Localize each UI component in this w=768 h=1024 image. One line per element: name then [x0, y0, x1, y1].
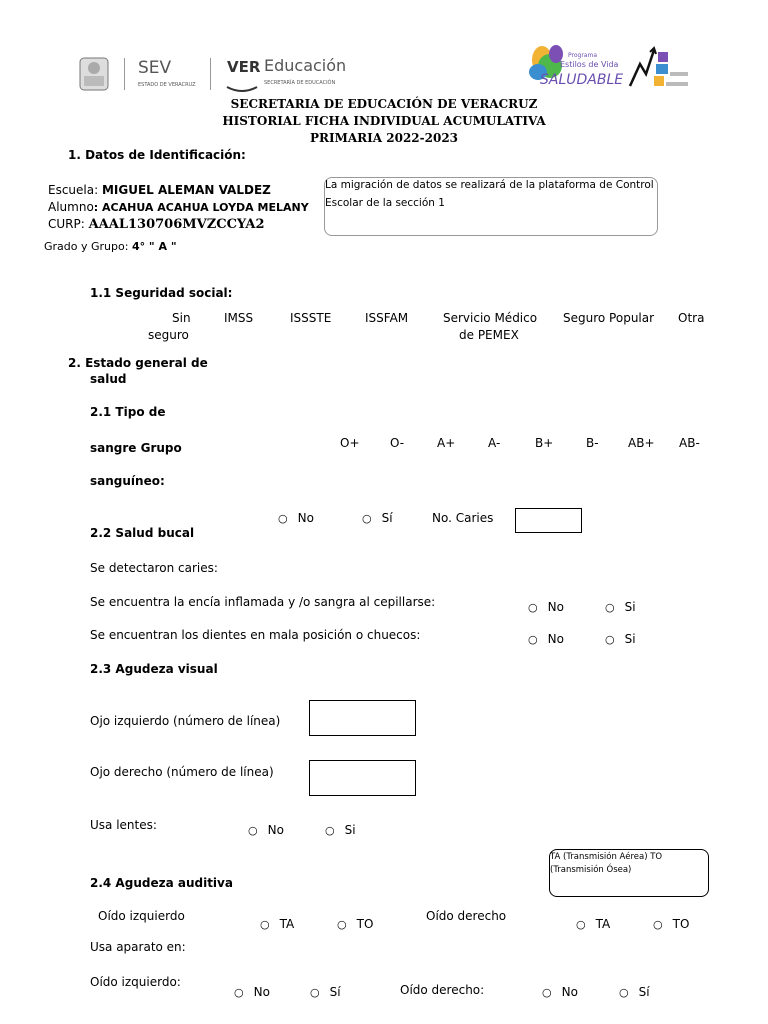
doc-title-1: SECRETARIA DE EDUCACIÓN DE VERACRUZ — [230, 97, 538, 111]
sev-logo-subtitle: ESTADO DE VERACRUZ — [138, 82, 196, 88]
sev-logo-text: SEV — [138, 58, 172, 78]
left-ear-aid-label: Oído izquierdo: — [90, 975, 181, 989]
blood-type-b-neg[interactable]: B- — [586, 436, 599, 450]
blood-type-o-pos[interactable]: O+ — [340, 436, 360, 450]
right-ear-aid-radio-no[interactable] — [542, 985, 578, 999]
radio-label: TO — [356, 917, 374, 931]
blood-type-a-neg[interactable]: A- — [488, 436, 501, 450]
radio-icon[interactable]: ○ — [278, 512, 288, 525]
gum-question: Se encuentra la encía inflamada y /o sangra al cepillarse: — [90, 595, 436, 609]
right-ear-radio-to[interactable] — [653, 917, 689, 931]
option-pemex-2[interactable]: de PEMEX — [459, 328, 519, 342]
lenses-label: Usa lentes: — [90, 818, 157, 832]
radio-label: TO — [672, 917, 690, 931]
caries-radio-si[interactable] — [362, 511, 393, 525]
radio-label: Sí — [638, 985, 650, 999]
visual-acuity-heading: 2.3 Agudeza visual — [90, 662, 218, 676]
escuela-value: MIGUEL ALEMAN VALDEZ — [101, 183, 271, 197]
blood-type-ab-pos[interactable]: AB+ — [628, 436, 655, 450]
ver-logo-text: VER — [227, 58, 261, 76]
right-ear-aid-label: Oído derecho: — [400, 983, 485, 997]
doc-title-2: HISTORIAL FICHA INDIVIDUAL ACUMULATIVA — [222, 114, 546, 128]
estilos-text: Estilos de Vida — [560, 60, 619, 69]
caries-count-label: No. Caries — [432, 511, 494, 525]
grado-value: 4° " A " — [131, 240, 177, 253]
curp-row — [48, 217, 265, 232]
escuela-row — [48, 183, 271, 197]
curp-value: AAAL130706MVZCCYA2 — [88, 217, 265, 232]
radio-icon[interactable]: ○ — [248, 824, 258, 837]
gum-radio-no[interactable] — [528, 600, 564, 614]
alumno-row — [48, 200, 309, 214]
option-issfam[interactable]: ISSFAM — [365, 311, 409, 325]
radio-icon[interactable]: ○ — [260, 918, 270, 931]
radio-label: TA — [595, 917, 611, 931]
blood-type-b-pos[interactable]: B+ — [535, 436, 554, 450]
grado-label: Grado y Grupo: — [44, 240, 132, 253]
left-eye-label: Ojo izquierdo (número de línea) — [90, 714, 281, 728]
social-security-heading: 1.1 Seguridad social: — [90, 286, 233, 300]
right-eye-label: Ojo derecho (número de línea) — [90, 765, 274, 779]
left-ear-radio-to[interactable] — [337, 917, 373, 931]
header-divider — [210, 58, 211, 90]
option-sin-seguro-2[interactable]: seguro — [148, 328, 189, 342]
blood-type-label-2: sangre Grupo — [90, 441, 182, 455]
radio-label: Sí — [381, 511, 393, 525]
caries-radio-no[interactable] — [278, 511, 314, 525]
caries-count-input[interactable] — [515, 508, 582, 533]
migration-note-line-1: La migración de datos se realizará de la plataforma de Control — [325, 179, 654, 191]
radio-label: Si — [624, 632, 636, 646]
radio-label: Si — [344, 823, 356, 837]
teeth-radio-si[interactable] — [605, 632, 636, 646]
right-ear-aid-radio-si[interactable] — [619, 985, 650, 999]
option-sin-seguro[interactable]: Sin — [172, 311, 191, 325]
option-otra[interactable]: Otra — [678, 311, 705, 325]
radio-icon[interactable]: ○ — [542, 986, 552, 999]
curp-label: CURP: — [48, 217, 89, 231]
right-eye-input[interactable] — [309, 760, 416, 796]
radio-icon[interactable]: ○ — [234, 986, 244, 999]
seal-logo — [74, 54, 114, 94]
right-ear-radio-ta[interactable] — [576, 917, 610, 931]
radio-label: Si — [624, 600, 636, 614]
programa-text: Programa — [568, 52, 597, 59]
radio-icon[interactable]: ○ — [653, 918, 663, 931]
teeth-radio-no[interactable] — [528, 632, 564, 646]
section-2-heading-2: salud — [90, 372, 127, 386]
radio-icon[interactable]: ○ — [605, 633, 615, 646]
escuela-label: Escuela: — [48, 183, 102, 197]
radio-label: No — [547, 600, 564, 614]
option-issste[interactable]: ISSSTE — [290, 311, 332, 325]
radio-label: TA — [279, 917, 295, 931]
radio-label: No — [267, 823, 284, 837]
alumno-value: : ACAHUA ACAHUA LOYDA MELANY — [93, 201, 309, 214]
radio-icon[interactable]: ○ — [325, 824, 335, 837]
educacion-logo-subtitle: SECRETARÍA DE EDUCACIÓN — [264, 80, 336, 86]
alumno-label: Alumno — [48, 200, 94, 214]
hearing-heading: 2.4 Agudeza auditiva — [90, 876, 233, 890]
ver-swoosh-icon — [226, 78, 258, 97]
option-pemex[interactable]: Servicio Médico — [443, 311, 538, 325]
header-divider — [124, 58, 125, 90]
radio-label: Sí — [329, 985, 341, 999]
lenses-radio-no[interactable] — [248, 823, 284, 837]
gum-radio-si[interactable] — [605, 600, 636, 614]
oral-health-heading: 2.2 Salud bucal — [90, 526, 195, 540]
radio-icon[interactable]: ○ — [310, 986, 320, 999]
educacion-logo-text: Educación — [264, 56, 347, 75]
hearing-aid-label: Usa aparato en: — [90, 940, 186, 954]
blood-type-a-pos[interactable]: A+ — [437, 436, 456, 450]
saludable-text: SALUDABLE — [540, 72, 624, 88]
blood-type-label-1: 2.1 Tipo de — [90, 405, 166, 419]
left-ear-radio-ta[interactable] — [260, 917, 294, 931]
radio-label: No — [547, 632, 564, 646]
teeth-question: Se encuentran los dientes en mala posición o chuecos: — [90, 628, 421, 642]
blood-type-o-neg[interactable]: O- — [390, 436, 405, 450]
left-eye-input[interactable] — [309, 700, 416, 736]
right-ear-label: Oído derecho — [426, 909, 507, 923]
radio-label: No — [561, 985, 578, 999]
radio-icon[interactable]: ○ — [528, 633, 538, 646]
radio-label: No — [253, 985, 270, 999]
migration-note-line-2: Escolar de la sección 1 — [325, 197, 445, 209]
blood-type-label-3: sanguíneo: — [90, 474, 165, 488]
radio-icon[interactable]: ○ — [576, 918, 586, 931]
grado-row — [44, 240, 177, 253]
section-1-heading: 1. Datos de Identificación: — [68, 148, 246, 162]
hearing-note-line-2: (Transmisión Ósea) — [550, 865, 632, 875]
caries-question: Se detectaron caries: — [90, 561, 218, 575]
nem-logo — [626, 44, 692, 92]
left-ear-label: Oído izquierdo — [98, 909, 185, 923]
radio-label: No — [297, 511, 314, 525]
left-ear-aid-radio-si[interactable] — [310, 985, 341, 999]
option-seguro-popular[interactable]: Seguro Popular — [563, 311, 655, 325]
section-2-heading-1: 2. Estado general de — [68, 356, 208, 370]
radio-icon[interactable]: ○ — [337, 918, 347, 931]
radio-icon[interactable]: ○ — [362, 512, 372, 525]
hearing-note-line-1: TA (Transmisión Aérea) TO — [550, 852, 663, 862]
left-ear-aid-radio-no[interactable] — [234, 985, 270, 999]
radio-icon[interactable]: ○ — [528, 601, 538, 614]
radio-icon[interactable]: ○ — [619, 986, 629, 999]
blood-type-ab-neg[interactable]: AB- — [679, 436, 700, 450]
radio-icon[interactable]: ○ — [605, 601, 615, 614]
option-imss[interactable]: IMSS — [224, 311, 254, 325]
doc-title-3: PRIMARIA 2022-2023 — [309, 131, 459, 145]
lenses-radio-si[interactable] — [325, 823, 356, 837]
